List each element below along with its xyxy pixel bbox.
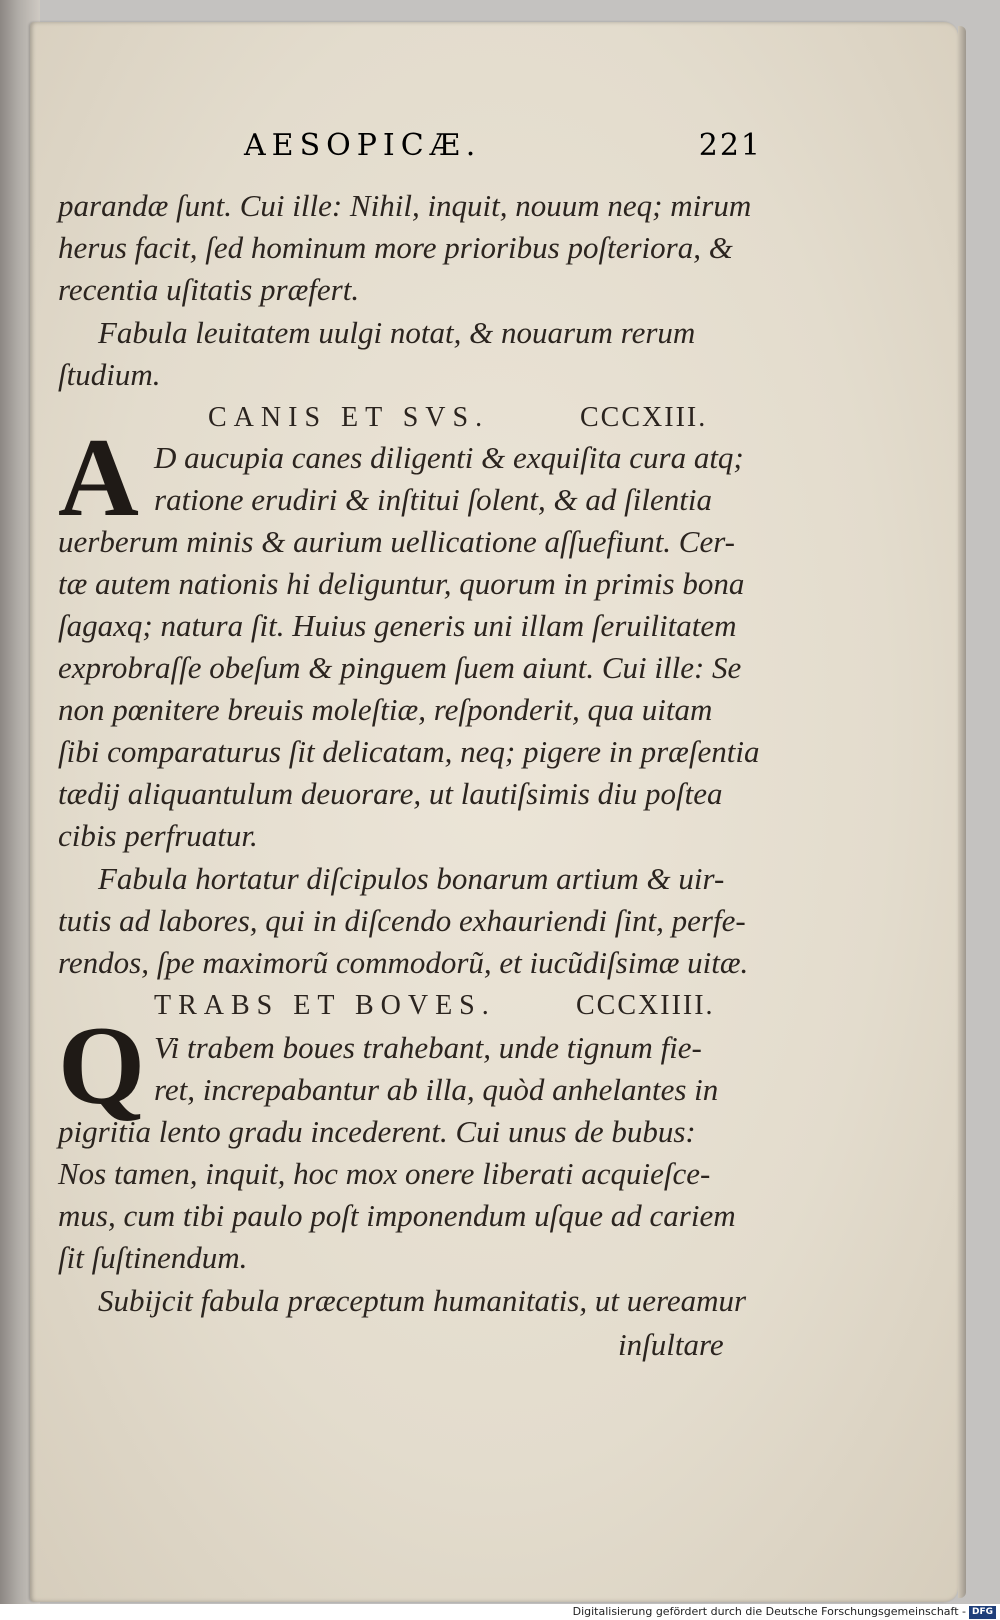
moral-line: rendos, ſpe maximorũ commodorũ, et iucũdiſsimæ uitæ.: [58, 945, 749, 980]
moral-line: ſtudium.: [58, 357, 161, 392]
text-line: mus, cum tibi paulo poſt imponendum uſque ad cariem: [58, 1198, 736, 1233]
text-line: Vi trabem boues trahebant, unde tignum fie-: [154, 1030, 702, 1065]
text-line: ratione erudiri & inſtitui ſolent, & ad ſilentia: [154, 482, 712, 517]
text-line: parandæ ſunt. Cui ille: Nihil, inquit, nouum neq; mirum: [58, 188, 752, 223]
text-line: tædij aliquantulum deuorare, ut lautiſsimis diu poſtea: [58, 776, 723, 811]
text-line: exprobraſſe obeſum & pinguem ſuem aiunt. Cui ille: Se: [58, 650, 742, 685]
text-line: herus facit, ſed hominum more prioribus poſteriora, &: [58, 230, 733, 265]
moral-line: tutis ad labores, qui in diſcendo exhauriendi ſint, perfe-: [58, 903, 746, 938]
fable-heading: CANIS ET SVS.: [208, 402, 490, 433]
digitization-footer: [0, 1604, 1000, 1620]
fable-number: CCCXIIII.: [576, 990, 715, 1021]
text-line: uerberum minis & aurium uellicatione aſſuefiunt. Cer-: [58, 524, 736, 559]
text-line: ret, increpabantur ab illa, quòd anhelantes in: [154, 1072, 719, 1107]
running-head-title: AESOPICÆ.: [244, 128, 482, 163]
text-line: ſagaxq; natura ſit. Huius generis uni illam ſeruilitatem: [58, 608, 737, 643]
moral-line: Fabula hortatur diſcipulos bonarum artium & uir-: [98, 861, 725, 896]
dfg-logo: DFG: [969, 1606, 996, 1619]
catchword: inſultare: [618, 1327, 724, 1362]
text-line: D aucupia canes diligenti & exquiſita cura atq;: [154, 440, 744, 475]
text-line: cibis perfruatur.: [58, 818, 258, 853]
fable-heading: TRABS ET BOVES.: [154, 990, 496, 1021]
moral-line: Subijcit fabula præceptum humanitatis, ut uereamur: [98, 1283, 747, 1318]
page-edge: [958, 26, 966, 1598]
text-line: ſibi comparaturus ſit delicatam, neq; pigere in præſentia: [58, 734, 760, 769]
fable-number: CCCXIII.: [580, 402, 708, 433]
drop-capital: Q: [58, 1004, 146, 1128]
moral-line: Fabula leuitatem uulgi notat, & nouarum rerum: [98, 315, 696, 350]
drop-capital: A: [58, 416, 139, 540]
text-line: tæ autem nationis hi deliguntur, quorum in primis bona: [58, 566, 745, 601]
footer-text: Digitalisierung gefördert durch die Deutsche Forschungsgemeinschaft -: [572, 1605, 966, 1618]
text-line: non pœnitere breuis moleſtiæ, reſponderit, qua uitam: [58, 692, 713, 727]
running-head: [58, 128, 762, 172]
page-number: 221: [698, 128, 762, 163]
text-line: pigritia lento gradu incederent. Cui unus de bubus:: [58, 1114, 696, 1149]
text-line: Nos tamen, inquit, hoc mox onere liberati acquieſce-: [58, 1156, 711, 1191]
text-line: ſit ſuſtinendum.: [58, 1240, 248, 1275]
text-line: recentia uſitatis præfert.: [58, 272, 360, 307]
